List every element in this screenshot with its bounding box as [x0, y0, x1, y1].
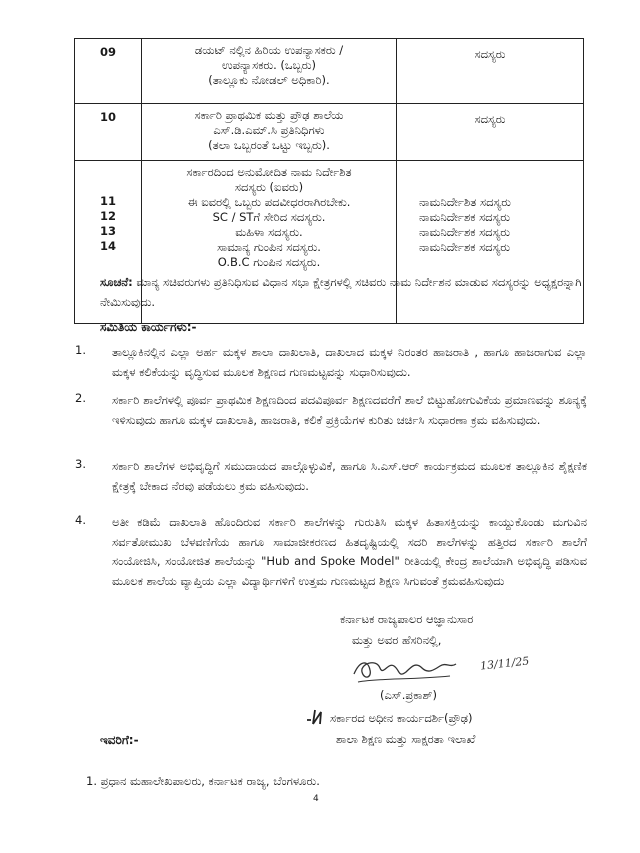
note-paragraph: [100, 272, 590, 312]
role-line: ನಾಮನಿರ್ದೇಶಕ ಸದಸ್ಯರು: [419, 225, 511, 239]
description-line: SC / STಗೆ ಸೇರಿದ ಸದಸ್ಯರು.: [212, 210, 326, 224]
duty-item: [75, 343, 587, 382]
member-role: [397, 104, 584, 161]
signature-date: 13/11/25: [479, 654, 530, 673]
table-row: [75, 39, 584, 104]
description-line: (ತಲಾ ಒಬ್ಬರಂತೆ ಒಟ್ಟು ಇಬ್ಬರು).: [208, 138, 330, 152]
role-line: ಸದಸ್ಯರು: [474, 112, 506, 126]
signatory-name: (ಎಸ್.ಪ್ರಕಾಶ್): [380, 688, 437, 702]
role-line: ನಾಮನಿರ್ದೇಶಕ ಸದಸ್ಯರು: [419, 240, 511, 254]
duty-text: ಅತೀ ಕಡಿಮೆ ದಾಖಲಾತಿ ಹೊಂದಿರುವ ಸರ್ಕಾರಿ ಶಾಲೆಗಳನ್ನು ಗುರುತಿಸಿ ಮಕ್ಕಳ ಹಿತಾಸಕ್ತಿಯನ್ನು ಕಾಯ್ದುಕೊಂಡು ಮಗುವಿನ ಸರ್ವತೋಮುಖ ಬೆಳವಣಿಗೆಯ ಹಾಗೂ ಸಾಮಾಜೀಕರಣದ ಹಿತದೃಷ್ಟಿಯಲ್ಲಿ ಸದರಿ ಶಾಲೆಗಳನ್ನು ಹತ್ತಿರದ ಸರ್ಕಾರಿ ಶಾಲೆಗೆ ಸಂಯೋಜಿಸಿ, ಸಂಯೋಜಿತ ಶಾಲೆಯನ್ನು "Hub and Spoke Model" ರೀತಿಯಲ್ಲಿ ಕೇಂದ್ರ ಶಾಲೆಯಾಗಿ ಅಭಿವೃದ್ಧಿ ಪಡಿಸುವ ಮೂಲಕ ಶಾಲೆಯ ವ್ಯಾಪ್ತಿಯ ಎಲ್ಲಾ ವಿದ್ಯಾರ್ಥಿಗಳಿಗೆ ಉತ್ತಮ ಗುಣಮಟ್ಟದ ಶಿಕ್ಷಣ ಸಿಗುವಂತೆ ಕ್ರಮವಹಿಸುವುದು: [112, 515, 587, 588]
table-row: [75, 104, 584, 161]
description-line: ಎಸ್.ಡಿ.ಎಮ್.ಸಿ ಪ್ರತಿನಿಧಿಗಳು: [213, 123, 325, 137]
note-label: ಸೂಚನೆ:: [100, 275, 133, 289]
page-number: 4: [313, 794, 319, 804]
description-line: ಸಾಮಾನ್ಯ ಗುಂಪಿನ ಸದಸ್ಯರು.: [217, 240, 321, 254]
description-line: ಉಪನ್ಯಾಸಕರು. (ಒಬ್ಬರು): [222, 58, 316, 72]
row-number: 14: [99, 239, 116, 253]
recipient-number: 1.: [86, 774, 97, 788]
order-authority-line: ಕರ್ನಾಟಕ ರಾಜ್ಯಪಾಲರ ಆಜ್ಞಾನುಸಾರ: [340, 612, 474, 626]
recipient-text: ಪ್ರಧಾನ ಮಹಾಲೇಖಪಾಲರು, ಕರ್ನಾಟಕ ರಾಜ್ಯ, ಬೆಂಗಳೂರು.: [100, 774, 320, 788]
duty-number: 1.: [75, 343, 86, 357]
row-number: 12: [99, 209, 116, 223]
duty-text: ಸರ್ಕಾರಿ ಶಾಲೆಗಳಲ್ಲಿ ಪೂರ್ವ ಪ್ರಾಥಮಿಕ ಶಿಕ್ಷಣದಿಂದ ಪದವಿಪೂರ್ವ ಶಿಕ್ಷಣದವರೆಗೆ ಶಾಲೆ ಬಿಟ್ಟುಹೋಗುವಿಕೆಯ ಪ್ರಮಾಣವನ್ನು ಶೂನ್ಯಕ್ಕೆ ಇಳಿಸುವುದು ಹಾಗೂ ಮಕ್ಕಳ ದಾಖಲಾತಿ, ಹಾಜರಾತಿ, ಕಲಿಕೆ ಪ್ರಕ್ರಿಯೆಗಳ ಕುರಿತು ಚರ್ಚಿಸಿ ಸುಧಾರಣಾ ಕ್ರಮ ವಹಿಸುವುದು.: [112, 393, 587, 427]
description-line: ಈ ಐವರಲ್ಲಿ ಒಬ್ಬರು ಪದವೀಧರರಾಗಿರಬೇಕು.: [187, 195, 351, 209]
member-description: [142, 39, 397, 104]
duty-text: ಸರ್ಕಾರಿ ಶಾಲೆಗಳ ಅಭಿವೃದ್ಧಿಗೆ ಸಮುದಾಯದ ಪಾಲ್ಗೊಳ್ಳುವಿಕೆ, ಹಾಗೂ ಸಿ.ಎಸ್.ಆರ್ ಕಾರ್ಯಕ್ರಮದ ಮೂಲಕ ತಾಲ್ಲೂಕಿನ ಶೈಕ್ಷಣಿಕ ಕ್ಷೇತ್ರಕ್ಕೆ ಬೇಕಾದ ನೆರವು ಪಡೆಯಲು ಕ್ರಮ ವಹಿಸುವುದು.: [112, 459, 587, 493]
row-number: 11: [99, 194, 116, 208]
duty-number: 4.: [75, 513, 86, 527]
duty-item: [75, 513, 587, 591]
duty-item: [75, 391, 587, 430]
recipients-heading: ಇವರಿಗೆ:-: [100, 733, 139, 747]
signatory-department: ಶಾಲಾ ಶಿಕ್ಷಣ ಮತ್ತು ಸಾಕ್ಷರತಾ ಇಲಾಖೆ: [336, 732, 476, 746]
role-line: ನಾಮನಿರ್ದೇಶಿತ ಸದಸ್ಯರು: [419, 195, 511, 209]
signature-scribble: [350, 652, 460, 686]
description-line: ಸರ್ಕಾರದಿಂದ ಅನುಮೋದಿತ ನಾಮ ನಿರ್ದೇಶಿತ: [186, 165, 352, 179]
duty-number: 3.: [75, 457, 86, 471]
order-name-line: ಮತ್ತು ಅವರ ಹೆಸರಿನಲ್ಲಿ,: [352, 633, 442, 647]
signatory-designation: ಸರ್ಕಾರದ ಅಧೀನ ಕಾರ್ಯದರ್ಶಿ(ಪ್ರೌಢ): [330, 711, 473, 725]
row-number: 13: [99, 224, 116, 238]
role-line: ನಾಮನಿರ್ದೇಶಕ ಸದಸ್ಯರು: [419, 210, 511, 224]
duty-item: [75, 457, 587, 496]
duties-heading: ಸಮಿತಿಯ ಕಾರ್ಯಗಳು:-: [100, 320, 197, 334]
description-line: ಸರ್ಕಾರಿ ಪ್ರಾಥಮಿಕ ಮತ್ತು ಪ್ರೌಢ ಶಾಲೆಯ: [194, 108, 344, 122]
description-line: ಸದಸ್ಯರು (ಐವರು): [234, 180, 304, 194]
description-line: (ತಾಲ್ಲೂಕು ನೋಡಲ್ ಅಧಿಕಾರಿ).: [208, 73, 330, 87]
member-role: [397, 39, 584, 104]
member-description: [142, 104, 397, 161]
note-text: ಮಾನ್ಯ ಸಚಿವರುಗಳು ಪ್ರತಿನಿಧಿಸುವ ವಿಧಾನ ಸಭಾ ಕ್ಷೇತ್ರಗಳಲ್ಲಿ ಸಚಿವರು ನಾಮ ನಿರ್ದೇಶನ ಮಾಡುವ ಸದಸ್ಯರನ್ನು ಅಧ್ಯಕ್ಷರನ್ನಾಗಿ ನೇಮಿಸುವುದು.: [100, 275, 582, 309]
row-number: 09: [75, 39, 142, 104]
description-line: ಮಹಿಳಾ ಸದಸ್ಯರು.: [235, 225, 303, 239]
duty-number: 2.: [75, 391, 86, 405]
duty-text: ತಾಲ್ಲೂಕಿನಲ್ಲಿನ ಎಲ್ಲಾ ಅರ್ಹ ಮಕ್ಕಳ ಶಾಲಾ ದಾಖಲಾತಿ, ದಾಖಲಾದ ಮಕ್ಕಳ ನಿರಂತರ ಹಾಜರಾತಿ , ಹಾಗೂ ಹಾಜರಾಗುವ ಎಲ್ಲಾ ಮಕ್ಕಳ ಕಲಿಕೆಯನ್ನು ವೃದ್ಧಿಸುವ ಮೂಲಕ ಶಿಕ್ಷಣದ ಗುಣಮಟ್ಟವನ್ನು ಸುಧಾರಿಸುವುದು.: [112, 345, 587, 379]
role-line: ಸದಸ್ಯರು: [474, 47, 506, 61]
description-line: O.B.C ಗುಂಪಿನ ಸದಸ್ಯರು.: [217, 255, 321, 269]
recipient-item: [86, 774, 320, 789]
row-number: 10: [75, 104, 142, 161]
description-line: ಡಯಟ್ ನಲ್ಲಿನ ಹಿರಿಯ ಉಪನ್ಯಾಸಕರು /: [194, 43, 344, 57]
